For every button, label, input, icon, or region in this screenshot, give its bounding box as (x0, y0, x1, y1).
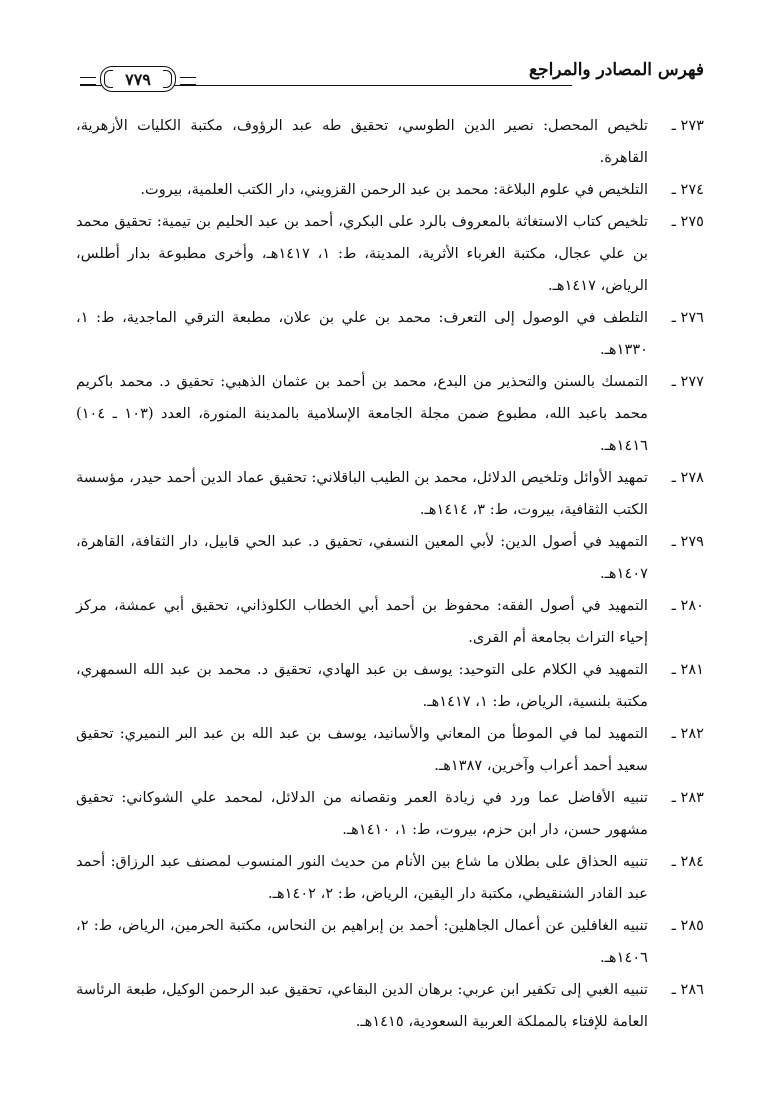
entry-text: التلطف في الوصول إلى التعرف: محمد بن علي بن علان، مطبعة الترقي الماجدية، ط: ١، ١٣٣٠هـ. (76, 309, 648, 358)
entry-text: التمسك بالسنن والتحذير من البدع، محمد بن أحمد بن عثمان الذهبي: تحقيق د. محمد باكريم محمد باعبد الله، مطبوع ضمن مجلة الجامعة الإسلامية بالمدينة المنورة، العدد (١٠٣ ـ ١٠٤) ١٤١٦هـ. (76, 373, 648, 454)
bibliography-entry (76, 526, 704, 590)
bibliography-entry (76, 366, 704, 462)
entry-text: التلخيص في علوم البلاغة: محمد بن عبد الرحمن القزويني، دار الكتب العلمية، بيروت. (140, 181, 648, 198)
bibliography-entry (76, 590, 704, 654)
entry-text: تنبيه الغافلين عن أعمال الجاهلين: أحمد بن إبراهيم بن النحاس، مكتبة الحرمين، الرياض، ط: ٢، ١٤٠٦هـ. (76, 917, 648, 966)
entry-number: ٢٨٠ ـ (671, 597, 704, 614)
entry-number: ٢٧٣ ـ (671, 117, 704, 134)
bibliography-entry (76, 462, 704, 526)
header-ornament-right (180, 77, 196, 85)
page-number-frame (100, 66, 176, 92)
entry-number: ٢٧٩ ـ (671, 533, 704, 550)
page-header-title: فهرس المصادر والمراجع (529, 60, 704, 80)
entry-number: ٢٧٨ ـ (671, 469, 704, 486)
bibliography-entry (76, 110, 704, 174)
entry-text: تمهيد الأوائل وتلخيص الدلائل، محمد بن الطيب الباقلاني: تحقيق عماد الدين أحمد حيدر، مؤسسة الكتب الثقافية، بيروت، ط: ٣، ١٤١٤هـ. (76, 469, 648, 518)
entry-text: التمهيد في أصول الدين: لأبي المعين النسفي، تحقيق د. عبد الحي قابيل، دار الثقافة، القاهرة، ١٤٠٧هـ. (76, 533, 648, 582)
bibliography-entry (76, 718, 704, 782)
entry-text: تنبيه الأفاضل عما ورد في زيادة العمر ونقصانه من الدلائل، لمحمد علي الشوكاني: تحقيق مشهور حسن، دار ابن حزم، بيروت، ط: ١، ١٤١٠هـ. (76, 789, 648, 838)
entry-number: ٢٨٢ ـ (671, 725, 704, 742)
entry-text: تلخيص كتاب الاستغاثة بالمعروف بالرد على البكري، أحمد بن عبد الحليم بن تيمية: تحقيق محمد بن علي عجال، مكتبة الغرباء الأثرية، المدينة، ط: ١، ١٤١٧هـ، وأخرى مطبوعة بدار أطلس، الرياض، ١٤١٧هـ. (76, 213, 648, 294)
header-ornament-left (80, 77, 96, 85)
entry-number: ٢٨٦ ـ (671, 981, 704, 998)
entry-number: ٢٧٧ ـ (671, 373, 704, 390)
page-number: ٧٧٩ (125, 69, 151, 89)
bibliography-entry (76, 974, 704, 1038)
bibliography-entry (76, 910, 704, 974)
bibliography-entry (76, 846, 704, 910)
entry-number: ٢٧٦ ـ (671, 309, 704, 326)
entry-text: تنبيه الغبي إلى تكفير ابن عربي: برهان الدين البقاعي، تحقيق عبد الرحمن الوكيل، طبعة الرئاسة العامة للإفتاء بالمملكة العربية السعودية، ١٤١٥هـ. (76, 981, 648, 1030)
entry-text: تنبيه الحذاق على بطلان ما شاع بين الأنام من حديث النور المنسوب لمصنف عبد الرزاق: أحمد عبد القادر الشنقيطي، مكتبة دار اليقين، الرياض، ط: ٢، ١٤٠٢هـ. (76, 853, 648, 902)
bibliography-entry (76, 302, 704, 366)
bibliography-entry (76, 782, 704, 846)
entry-number: ٢٨٥ ـ (671, 917, 704, 934)
entry-number: ٢٨٤ ـ (671, 853, 704, 870)
bibliography-list (76, 110, 704, 1038)
entry-text: التمهيد لما في الموطأ من المعاني والأسانيد، يوسف بن عبد الله بن عبد البر النميري: تحقيق سعيد أحمد أعراب وآخرين، ١٣٨٧هـ. (76, 725, 648, 774)
entry-text: التمهيد في الكلام على التوحيد: يوسف بن عبد الهادي، تحقيق د. محمد بن عبد الله السمهري، مكتبة بلنسية، الرياض، ط: ١، ١٤١٧هـ. (76, 661, 648, 710)
bibliography-entry (76, 174, 704, 206)
entry-number: ٢٨٣ ـ (671, 789, 704, 806)
page-header (80, 58, 704, 94)
bibliography-entry (76, 206, 704, 302)
entry-text: تلخيص المحصل: نصير الدين الطوسي، تحقيق طه عبد الرؤوف، مكتبة الكليات الأزهرية، القاهرة. (76, 117, 648, 166)
entry-text: التمهيد في أصول الفقه: محفوظ بن أحمد أبي الخطاب الكلوذاني، تحقيق أبي عمشة، مركز إحياء التراث بجامعة أم القرى. (76, 597, 648, 646)
entry-number: ٢٧٥ ـ (671, 213, 704, 230)
bibliography-entry (76, 654, 704, 718)
entry-number: ٢٨١ ـ (671, 661, 704, 678)
entry-number: ٢٧٤ ـ (671, 181, 704, 198)
